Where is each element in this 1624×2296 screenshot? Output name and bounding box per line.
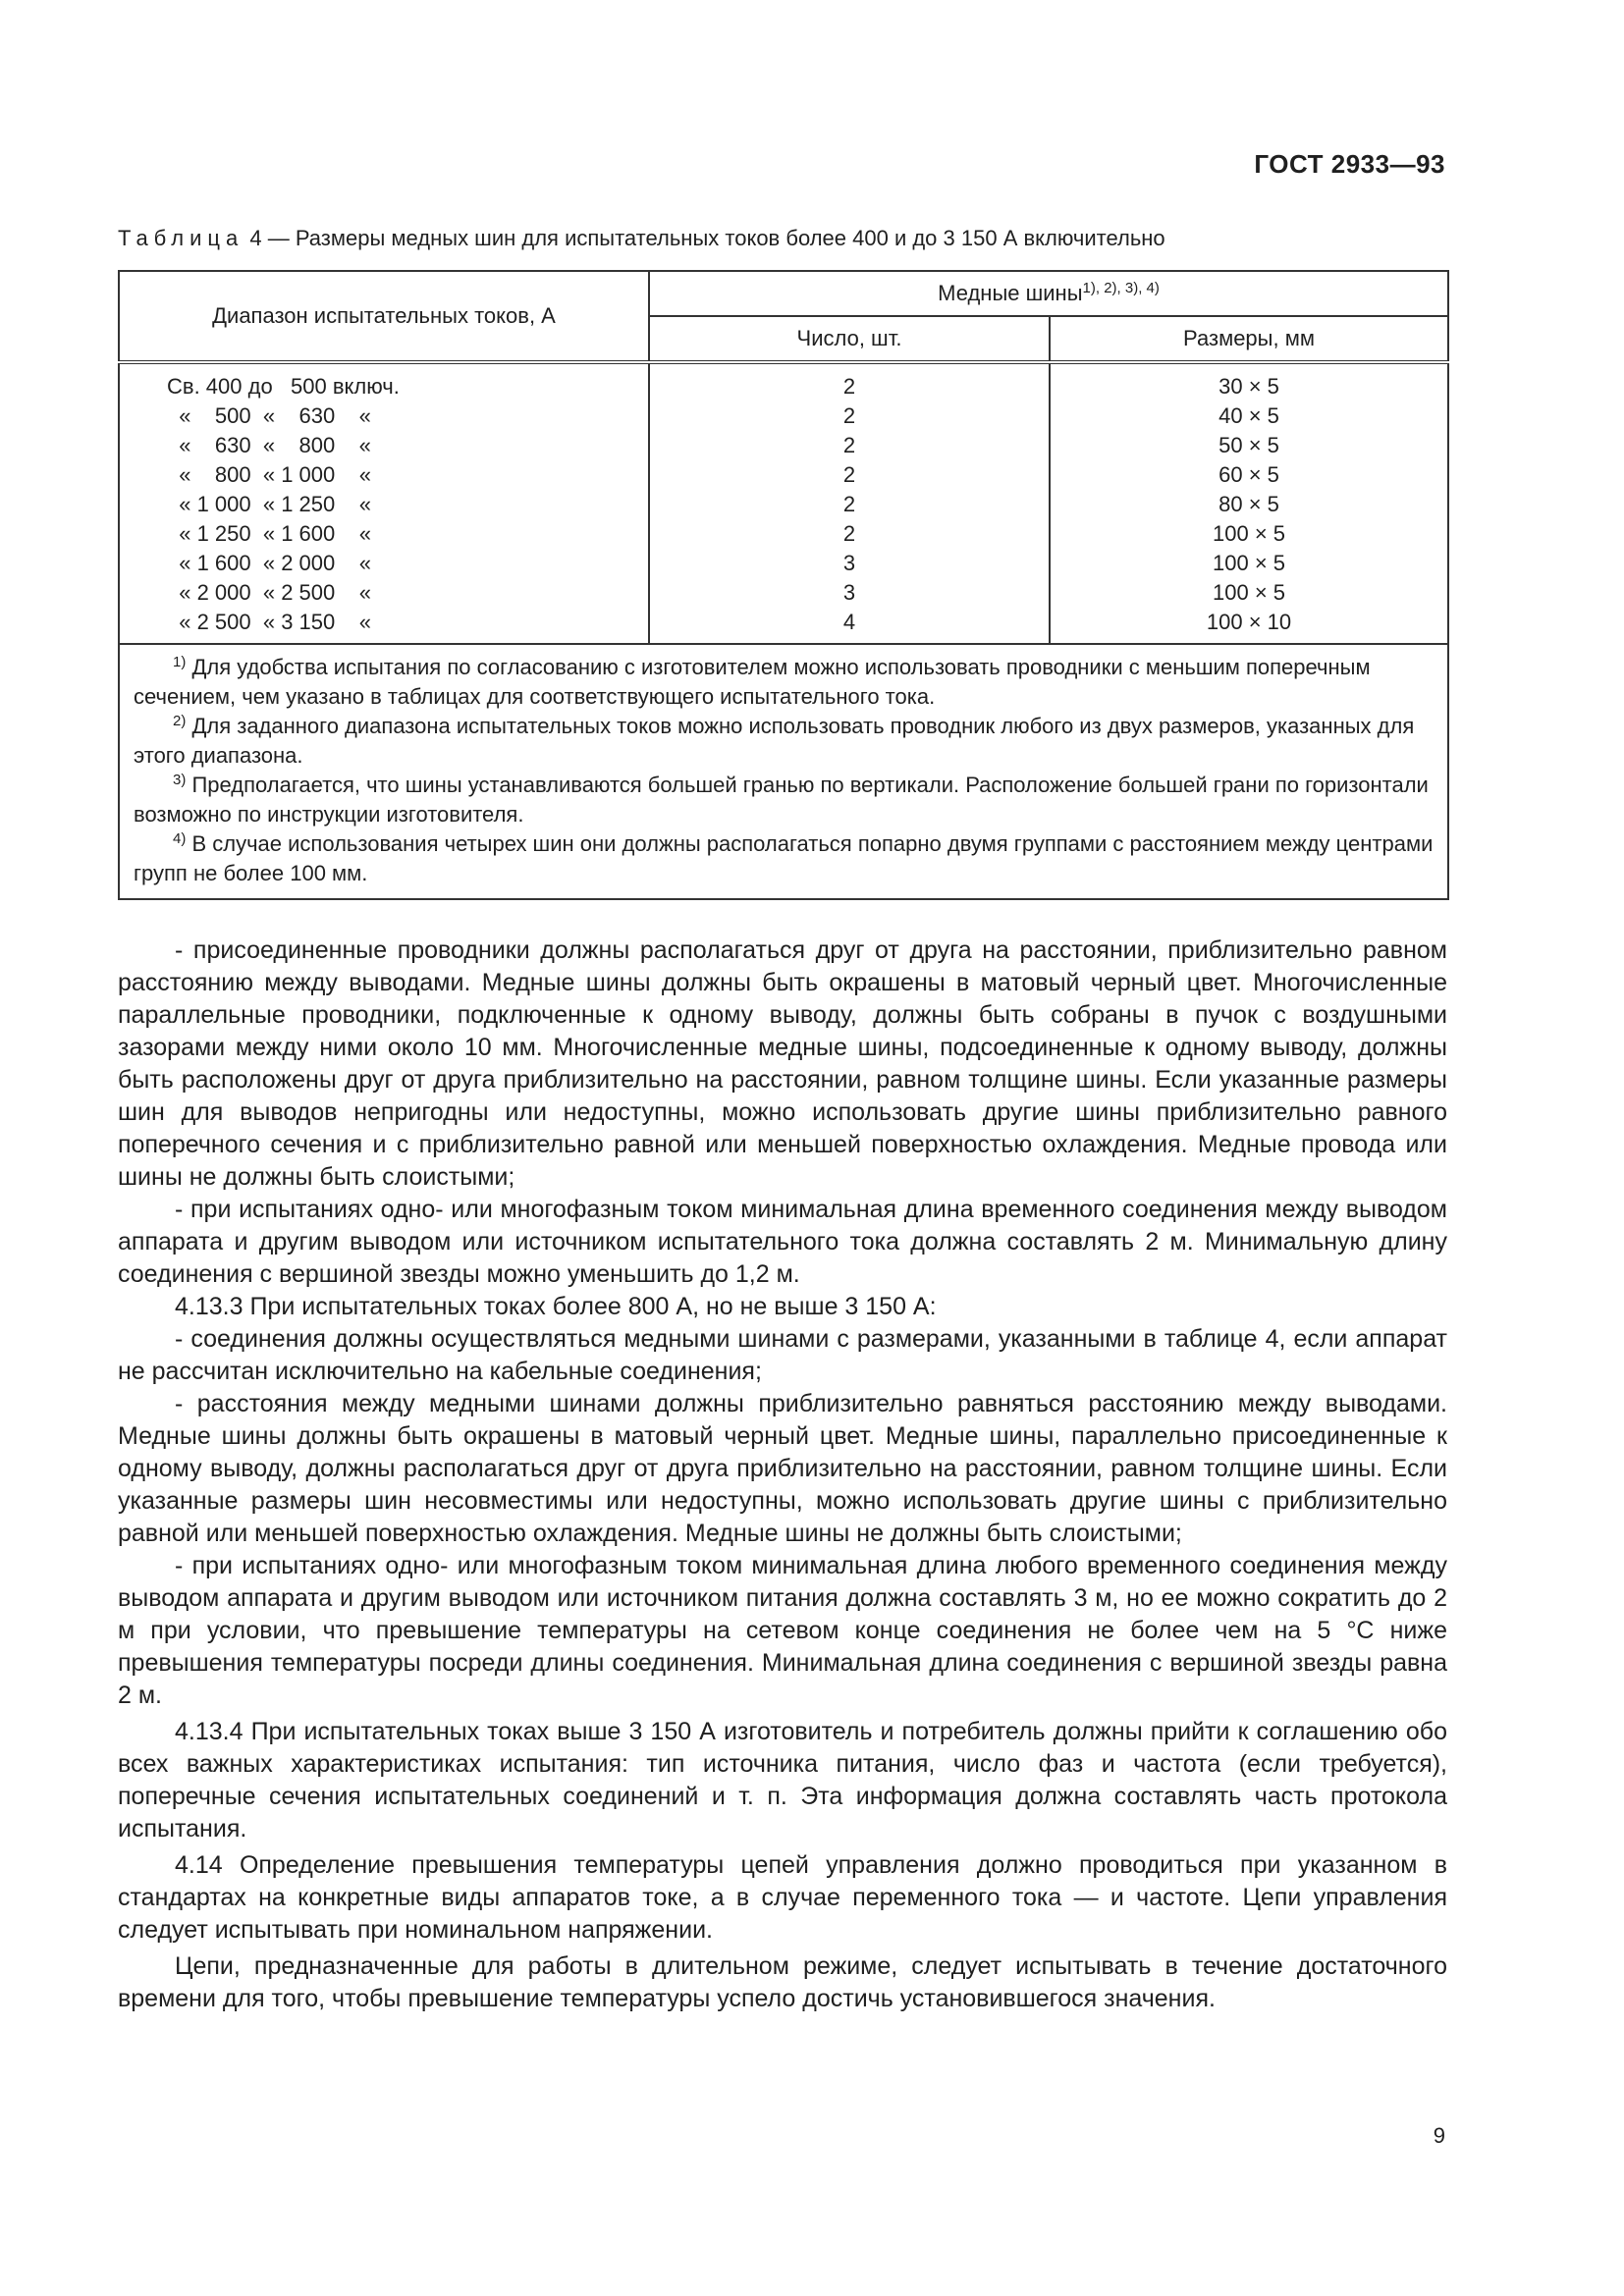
- row-count: 4: [649, 608, 1050, 644]
- row-size: 100 × 5: [1050, 549, 1448, 578]
- row-size: 30 × 5: [1050, 362, 1448, 401]
- table-caption-label: Таблица: [118, 226, 244, 250]
- table-caption-text: 4 — Размеры медных шин для испытательных токов более 400 и до 3 150 А включительно: [249, 226, 1165, 250]
- row-range: « 1 250 « 1 600 «: [119, 519, 649, 549]
- row-count: 2: [649, 431, 1050, 460]
- table-row: [119, 401, 1448, 431]
- row-count: 2: [649, 401, 1050, 431]
- paragraph: Цепи, предназначенные для работы в длительном режиме, следует испытывать в течение достаточного времени для того, чтобы превышение температуры успело достичь установившегося значения.: [118, 1952, 1447, 2012]
- note-mark: 2): [173, 713, 187, 729]
- row-count: 2: [649, 362, 1050, 401]
- table-caption: [118, 226, 1453, 251]
- header-busbars: [649, 271, 1448, 316]
- note-mark: 1): [173, 654, 187, 670]
- note-text: Для удобства испытания по согласованию с изготовителем можно использовать проводники с меньшим поперечным сечением, чем указано в таблицах для соответствующего испытательного тока.: [134, 655, 1371, 709]
- header-busbars-refs: 1), 2), 3), 4): [1082, 280, 1160, 296]
- header-range: [119, 271, 649, 362]
- paragraph: - соединения должны осуществляться медными шинами с размерами, указанными в таблице 4, если аппарат не рассчитан исключительно на кабельные соединения;: [118, 1325, 1447, 1385]
- paragraph: - присоединенные проводники должны располагаться друг от друга на расстоянии, приблизительно равном расстоянию между выводами. Медные шины должны быть окрашены в матовый черный цвет. Многочисленные параллельные проводники, подключенные к одному выводу, должны быть собраны в пучок с воздушными зазорами между ними около 10 мм. Многочисленные медные шины, подсоединенные к одному выводу, должны быть расположены друг от друга приблизительно на расстоянии, равном толщине шины. Если указанные размеры шин для выводов непригодны или недоступны, можно использовать другие шины приблизительно равного поперечного сечения и с приблизительно равной или меньшей поверхностью охлаждения. Медные провода или шины не должны быть слоистыми;: [118, 936, 1447, 1191]
- header-busbars-label: Медные шины: [938, 281, 1083, 305]
- header-size-label: Размеры, мм: [1183, 326, 1315, 350]
- row-size: 40 × 5: [1050, 401, 1448, 431]
- table-note: [134, 829, 1434, 888]
- body-text: [118, 934, 1447, 2015]
- table-row: [119, 549, 1448, 578]
- row-range: « 800 « 1 000 «: [119, 460, 649, 490]
- row-range: « 1 600 « 2 000 «: [119, 549, 649, 578]
- table-row: [119, 431, 1448, 460]
- row-size: 80 × 5: [1050, 490, 1448, 519]
- paragraph: - при испытаниях одно- или многофазным током минимальная длина временного соединения между выводом аппарата и другим выводом или источником испытательного тока должна составлять 2 м. Минимальную длину соединения с вершиной звезды можно уменьшить до 1,2 м.: [118, 1196, 1447, 1288]
- paragraph: - при испытаниях одно- или многофазным током минимальная длина любого временного соединения между выводом аппарата и другим выводом или источником питания должна составлять 3 м, но ее можно сократить до 2 м при условии, что превышение температуры на сетевом конце соединения не более чем на 5 °С ниже превышения температуры посреди длины соединения. Минимальная длина соединения с вершиной звезды равна 2 м.: [118, 1552, 1447, 1709]
- table-row: [119, 362, 1448, 401]
- standard-header: ГОСТ 2933—93: [1254, 149, 1445, 179]
- paragraph: 4.13.3 При испытательных токах более 800 А, но не выше 3 150 А:: [175, 1293, 937, 1320]
- note-text: Для заданного диапазона испытательных токов можно использовать проводник любого из двух размеров, указанных для этого диапазона.: [134, 714, 1415, 768]
- row-size: 50 × 5: [1050, 431, 1448, 460]
- table-row: [119, 608, 1448, 644]
- row-range: « 1 000 « 1 250 «: [119, 490, 649, 519]
- row-size: 60 × 5: [1050, 460, 1448, 490]
- page-number: 9: [1433, 2123, 1445, 2148]
- row-range: « 630 « 800 «: [119, 431, 649, 460]
- header-count-label: Число, шт.: [796, 326, 902, 350]
- note-mark: 4): [173, 830, 187, 847]
- row-range: Св. 400 до 500 включ.: [119, 362, 649, 401]
- row-count: 3: [649, 578, 1050, 608]
- paragraph: - расстояния между медными шинами должны приблизительно равняться расстоянию между выводами. Медные шины должны быть окрашены в матовый черный цвет. Медные шины, параллельно присоединенные к одному выводу, должны располагаться друг от друга приблизительно на расстоянии, равном толщине шины. Если указанные размеры шин несовместимы или недоступны, можно использовать другие шины с приблизительно равной или меньшей поверхностью охлаждения. Медные шины не должны быть слоистыми;: [118, 1390, 1447, 1547]
- row-count: 2: [649, 519, 1050, 549]
- row-range: « 2 500 « 3 150 «: [119, 608, 649, 644]
- row-range: « 500 « 630 «: [119, 401, 649, 431]
- paragraph: 4.14 Определение превышения температуры цепей управления должно проводиться при указанном в стандартах на конкретные виды аппаратов токе, а в случае переменного тока — и частоте. Цепи управления следует испытывать при номинальном напряжении.: [118, 1851, 1447, 1944]
- table-row: [119, 460, 1448, 490]
- row-size: 100 × 10: [1050, 608, 1448, 644]
- row-count: 2: [649, 490, 1050, 519]
- table-row: [119, 490, 1448, 519]
- row-size: 100 × 5: [1050, 519, 1448, 549]
- row-size: 100 × 5: [1050, 578, 1448, 608]
- header-count: [649, 316, 1050, 362]
- table-notes: [119, 644, 1448, 899]
- note-mark: 3): [173, 772, 187, 788]
- table-note: [134, 653, 1434, 712]
- table-row: [119, 519, 1448, 549]
- header-range-label: Диапазон испытательных токов, А: [212, 303, 556, 328]
- header-size: [1050, 316, 1448, 362]
- table-note: [134, 712, 1434, 771]
- paragraph: 4.13.4 При испытательных токах выше 3 150 А изготовитель и потребитель должны прийти к соглашению обо всех важных характеристиках испытания: тип источника питания, число фаз и частота (если требуется), поперечные сечения испытательных соединений и т. п. Эта информация должна составлять часть протокола испытания.: [118, 1718, 1447, 1842]
- row-count: 2: [649, 460, 1050, 490]
- note-text: Предполагается, что шины устанавливаются большей гранью по вертикали. Расположение большей грани по горизонтали возможно по инструкции изготовителя.: [134, 773, 1429, 827]
- table-note: [134, 771, 1434, 829]
- note-text: В случае использования четырех шин они должны располагаться попарно двумя группами с расстоянием между центрами групп не более 100 мм.: [134, 831, 1434, 885]
- table-row: [119, 578, 1448, 608]
- busbar-size-table: [118, 270, 1449, 900]
- row-range: « 2 000 « 2 500 «: [119, 578, 649, 608]
- row-count: 3: [649, 549, 1050, 578]
